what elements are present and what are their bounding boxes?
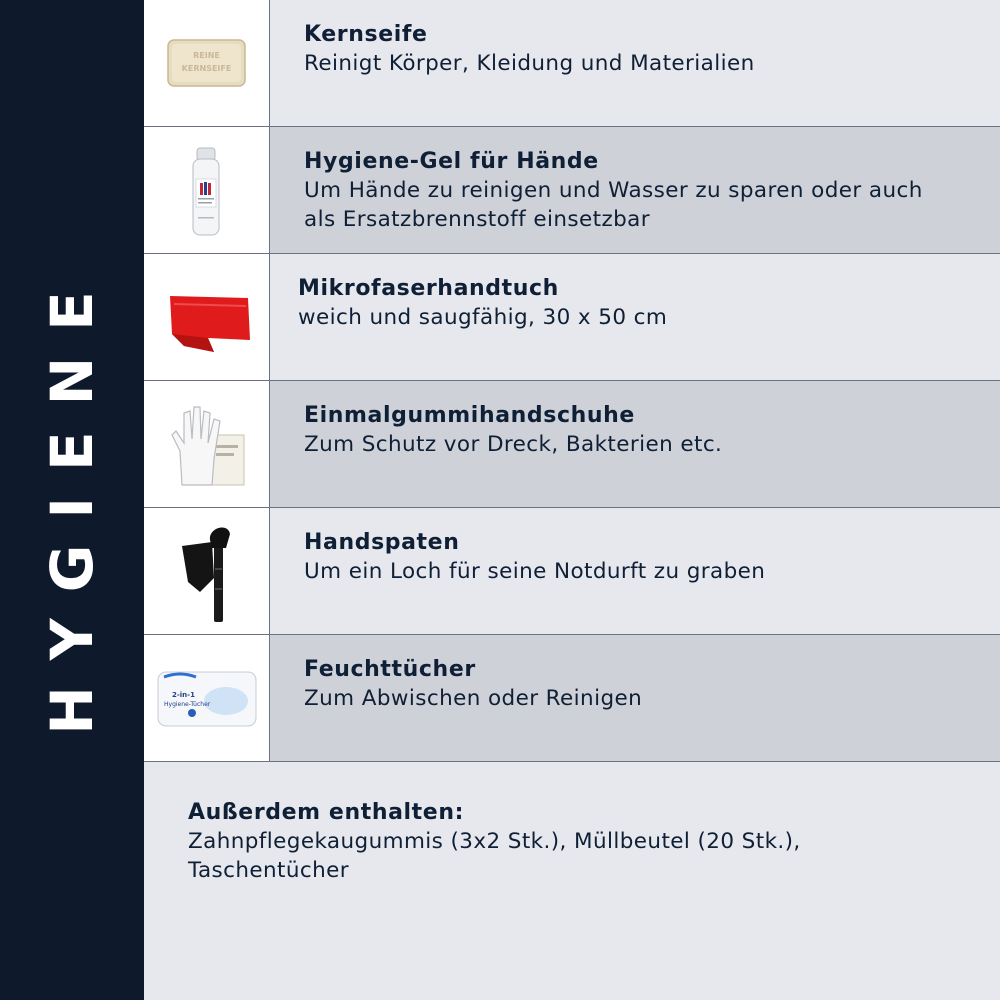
product-thumbnail <box>144 0 270 126</box>
item-title: Handspaten <box>304 530 460 555</box>
item-title: Mikrofaserhandtuch <box>298 276 559 301</box>
svg-text:2-in-1: 2-in-1 <box>172 691 195 699</box>
category-title: HYGIENE <box>38 265 106 735</box>
product-thumbnail <box>144 635 270 761</box>
product-list <box>144 0 1000 762</box>
product-thumbnail <box>144 381 270 507</box>
footer-text-line2: Taschentücher <box>188 858 350 883</box>
footer-text-line1: Zahnpflegekaugummis (3x2 Stk.), Müllbeutel (20 Stk.), <box>188 829 801 854</box>
item-title: Hygiene-Gel für Hände <box>304 149 599 174</box>
svg-text:REINE: REINE <box>193 51 220 60</box>
item-title: Einmalgummihandschuhe <box>304 403 635 428</box>
product-thumbnail <box>144 254 270 380</box>
list-item <box>144 508 1000 635</box>
item-description: Um ein Loch für seine Notdurft zu graben <box>304 559 766 584</box>
microfiber-towel-icon <box>144 254 269 380</box>
wet-wipes-pack-icon <box>144 635 269 761</box>
item-description: Um Hände zu reinigen und Wasser zu sparen oder auch <box>304 178 923 203</box>
item-description: Zum Abwischen oder Reinigen <box>304 686 643 711</box>
list-item <box>144 635 1000 762</box>
item-text <box>270 381 722 507</box>
item-description-line2: als Ersatzbrennstoff einsetzbar <box>304 207 650 232</box>
item-title: Feuchttücher <box>304 657 476 682</box>
item-text <box>270 635 642 761</box>
item-description: weich und saugfähig, 30 x 50 cm <box>298 305 668 330</box>
item-text <box>270 508 765 634</box>
item-text <box>270 254 667 380</box>
soap-bar-icon <box>144 0 269 126</box>
item-text <box>270 127 923 253</box>
list-item <box>144 127 1000 254</box>
item-description: Zum Schutz vor Dreck, Bakterien etc. <box>304 432 723 457</box>
hand-shovel-icon <box>144 508 269 634</box>
svg-text:KERNSEIFE: KERNSEIFE <box>181 64 232 73</box>
item-text <box>270 0 755 126</box>
disposable-gloves-icon <box>144 381 269 507</box>
product-thumbnail <box>144 127 270 253</box>
hand-gel-bottle-icon <box>144 127 269 253</box>
item-title: Kernseife <box>304 22 428 47</box>
list-item <box>144 0 1000 127</box>
item-description: Reinigt Körper, Kleidung und Materialien <box>304 51 755 76</box>
list-item <box>144 381 1000 508</box>
list-item <box>144 254 1000 381</box>
footer-title: Außerdem enthalten: <box>188 800 464 825</box>
product-thumbnail <box>144 508 270 634</box>
additional-contents <box>188 798 968 885</box>
sidebar <box>0 0 144 1000</box>
svg-text:Hygiene-Tücher: Hygiene-Tücher <box>164 701 211 708</box>
